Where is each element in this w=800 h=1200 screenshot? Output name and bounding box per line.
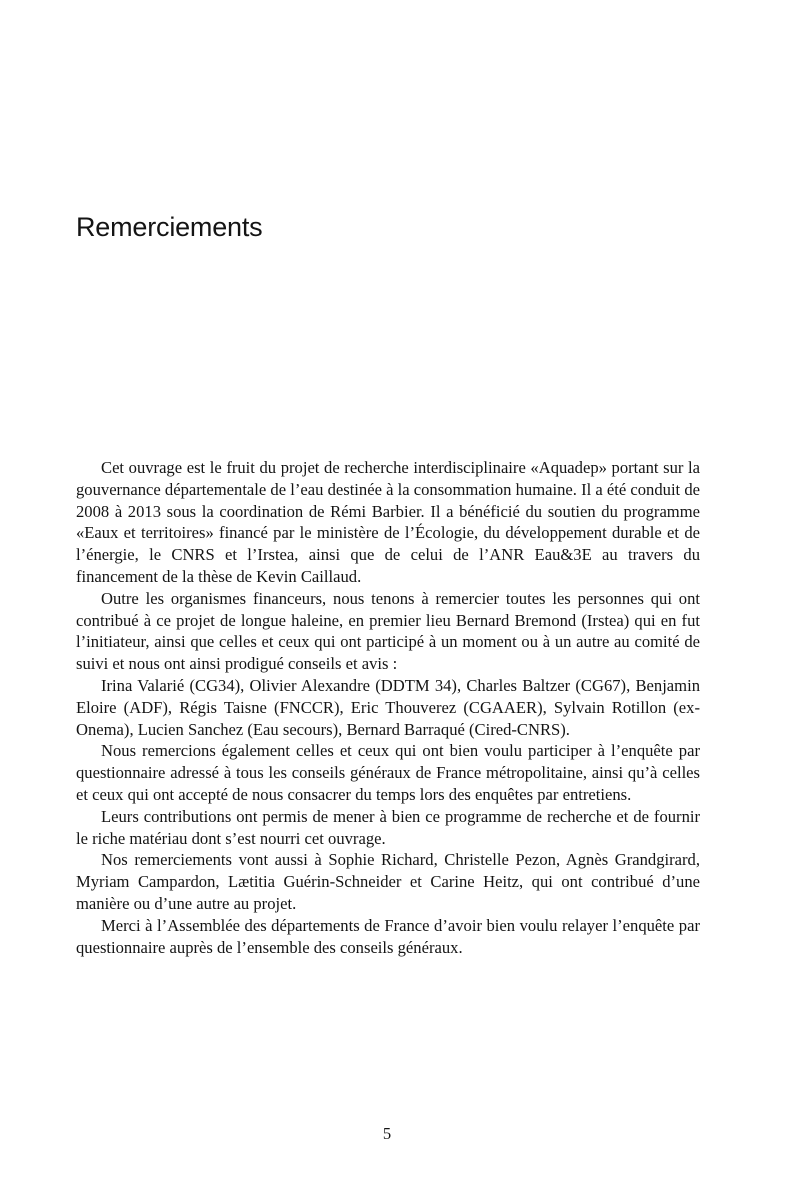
paragraph: Leurs contributions ont permis de mener à bien ce programme de recherche et de fournir le riche matériau dont s’est nourri cet ouvrage.: [76, 806, 700, 848]
paragraph: Cet ouvrage est le fruit du projet de recherche interdisciplinaire «Aquadep» portant sur la gouvernance départementale de l’eau destinée à la consommation humaine. Il a été conduit de 2008 à 2013 sous la coordination de Rémi Barbier. Il a bénéficié du soutien du programme «Eaux et territoires» financé par le ministère de l’Écologie, du développement durable et de l’énergie, le CNRS et l’Irstea, ainsi que de celui de l’ANR Eau&3E au travers du financement de la thèse de Kevin Caillaud.: [76, 458, 700, 586]
paragraph: Merci à l’Assemblée des départements de France d’avoir bien voulu relayer l’enquête par questionnaire auprès de l’ensemble des conseils généraux.: [76, 915, 700, 957]
paragraph: Irina Valarié (CG34), Olivier Alexandre (DDTM 34), Charles Baltzer (CG67), Benjamin Eloire (ADF), Régis Taisne (FNCCR), Eric Thouverez (CGAAER), Sylvain Rotillon (ex-Onema), Lucien Sanchez (Eau secours), Bernard Barraqué (Cired-CNRS).: [76, 675, 700, 739]
paragraph: Nous remercions également celles et ceux qui ont bien voulu participer à l’enquête par questionnaire adressé à tous les conseils généraux de France métropolitaine, ainsi qu’à celles et ceux qui ont accepté de nous consacrer du temps lors des enquêtes par entretiens.: [76, 741, 700, 804]
paragraph: Outre les organismes financeurs, nous tenons à remercier toutes les personnes qui ont contribué à ce projet de longue haleine, en premier lieu Bernard Bremond (Irstea) qui en fut l’initiateur, ainsi que celles et ceux qui ont participé à un moment ou à un autre au comité de suivi et nous ont ainsi prodigué conseils et avis :: [76, 588, 700, 674]
acknowledgements-body: [76, 457, 700, 958]
paragraph: Nos remerciements vont aussi à Sophie Richard, Christelle Pezon, Agnès Grandgirard, Myriam Campardon, Lætitia Guérin-Schneider et Carine Heitz, qui ont contribué d’une manière ou d’une autre au projet.: [76, 850, 700, 913]
page-number: 5: [382, 1124, 392, 1143]
page-title: Remerciements: [76, 212, 263, 242]
